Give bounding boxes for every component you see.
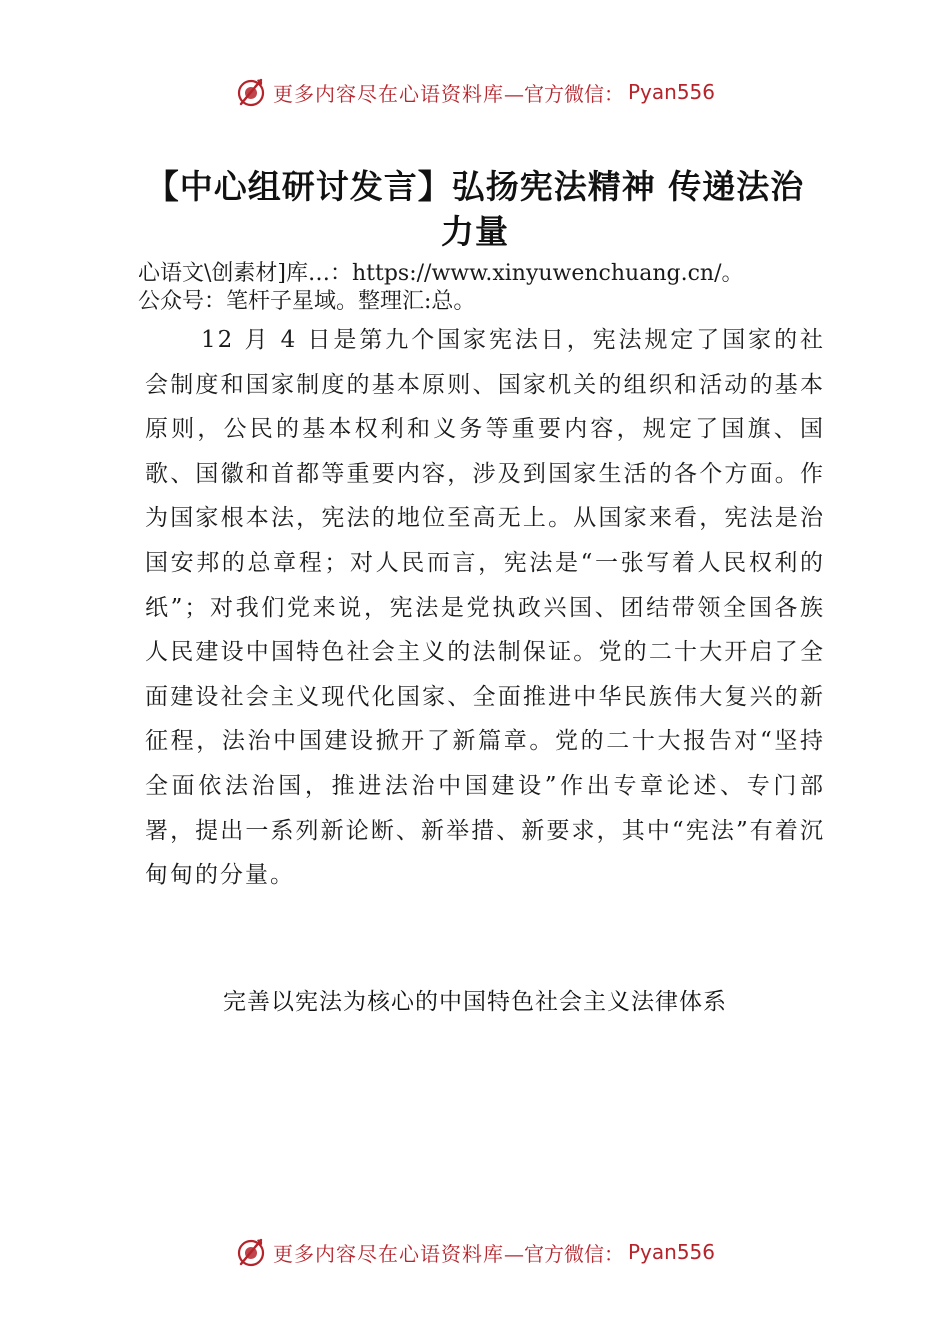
banner-separator: —官方微信：	[503, 1241, 624, 1266]
section-heading: 完善以宪法为核心的中国特色社会主义法律体系	[223, 989, 727, 1015]
source-line-account: 公众号：笔杆子星域。整理汇:总。	[138, 289, 476, 314]
banner-separator: —官方微信：	[503, 81, 624, 106]
document-title: 【中心组研讨发言】弘扬宪法精神 传递法治力量	[145, 167, 805, 251]
banner-text: 更多内容尽在心语资料库	[272, 81, 504, 106]
header-banner	[0, 70, 950, 114]
banner-text: 更多内容尽在心语资料库	[272, 1241, 504, 1266]
source-block	[138, 260, 878, 316]
banner-wechat-id: Pyan556	[627, 1240, 715, 1264]
body-text	[145, 318, 825, 898]
quill-seal-icon	[235, 1236, 267, 1268]
banner-wechat-id: Pyan556	[627, 80, 715, 104]
source-line-website: 心语文\创素材]库…：https://www.xinyuwenchuang.cn/。	[138, 261, 744, 286]
footer-banner	[0, 1230, 950, 1274]
body-paragraph: 12 月 4 日是第九个国家宪法日，宪法规定了国家的社会制度和国家制度的基本原则、国家机关的组织和活动的基本原则，公民的基本权利和义务等重要内容，规定了国旗、国歌、国徽和首都等重要内容，涉及到国家生活的各个方面。作为国家根本法，宪法的地位至高无上。从国家来看，宪法是治国安邦的总章程；对人民而言，宪法是“一张写着人民权利的纸”；对我们党来说，宪法是党执政兴国、团结带领全国各族人民建设中国特色社会主义的法制保证。党的二十大开启了全面建设社会主义现代化国家、全面推进中华民族伟大复兴的新征程，法治中国建设掀开了新篇章。党的二十大报告对“坚持全面依法治国，推进法治中国建设”作出专章论述、专门部署，提出一系列新论断、新举措、新要求，其中“宪法”有着沉甸甸的分量。	[145, 327, 825, 889]
quill-seal-icon	[235, 76, 267, 108]
